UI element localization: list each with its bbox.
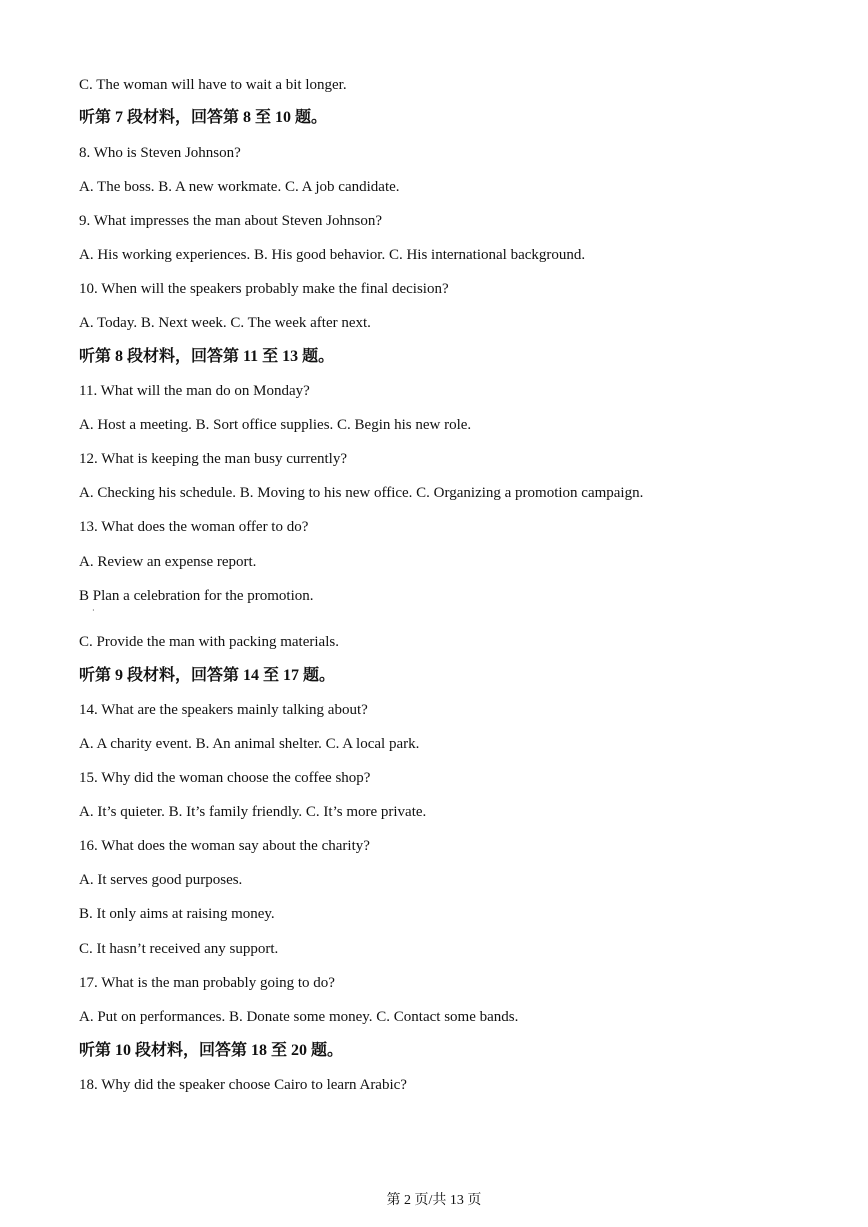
section-heading: 听第 8 段材料，回答第 11 至 13 题。	[79, 348, 335, 365]
question-line: B Plan a celebration for the promotion.	[79, 588, 314, 604]
section-heading: 听第 10 段材料，回答第 18 至 20 题。	[79, 1042, 344, 1059]
question-line: A. Today. B. Next week. C. The week after next.	[79, 315, 371, 331]
stray-dot-mark: ·	[92, 606, 95, 615]
question-line: 18. Why did the speaker choose Cairo to learn Arabic?	[79, 1077, 407, 1093]
question-line: A. Review an expense report.	[79, 554, 257, 570]
question-line: 12. What is keeping the man busy currently?	[79, 451, 347, 467]
question-line: B. It only aims at raising money.	[79, 906, 275, 922]
question-line: A. It’s quieter. B. It’s family friendly. C. It’s more private.	[79, 804, 427, 820]
section-heading: 听第 7 段材料，回答第 8 至 10 题。	[79, 109, 328, 126]
question-line: C. Provide the man with packing materials.	[79, 634, 339, 650]
question-line: A. Host a meeting. B. Sort office supplies. C. Begin his new role.	[79, 417, 472, 433]
page-footer: 第 2 页/共 13 页	[386, 1193, 482, 1208]
question-line: A. A charity event. B. An animal shelter. C. A local park.	[79, 736, 420, 752]
question-line: A. Put on performances. B. Donate some money. C. Contact some bands.	[79, 1009, 519, 1025]
question-line: A. His working experiences. B. His good behavior. C. His international background.	[79, 247, 586, 263]
question-line: 10. When will the speakers probably make the final decision?	[79, 281, 449, 297]
question-line: 14. What are the speakers mainly talking about?	[79, 702, 368, 718]
question-line: 13. What does the woman offer to do?	[79, 519, 309, 535]
question-line: 8. Who is Steven Johnson?	[79, 145, 241, 161]
question-line: 17. What is the man probably going to do?	[79, 975, 335, 991]
question-line: A. It serves good purposes.	[79, 872, 243, 888]
question-line: 16. What does the woman say about the charity?	[79, 838, 370, 854]
question-line: 11. What will the man do on Monday?	[79, 383, 310, 399]
question-line: C. It hasn’t received any support.	[79, 941, 279, 957]
question-line: A. The boss. B. A new workmate. C. A job candidate.	[79, 179, 400, 195]
question-line: C. The woman will have to wait a bit longer.	[79, 77, 347, 93]
question-line: 15. Why did the woman choose the coffee shop?	[79, 770, 371, 786]
section-heading: 听第 9 段材料，回答第 14 至 17 题。	[79, 667, 336, 684]
question-line: 9. What impresses the man about Steven Johnson?	[79, 213, 383, 229]
question-line: A. Checking his schedule. B. Moving to his new office. C. Organizing a promotion campaign.	[79, 485, 644, 501]
